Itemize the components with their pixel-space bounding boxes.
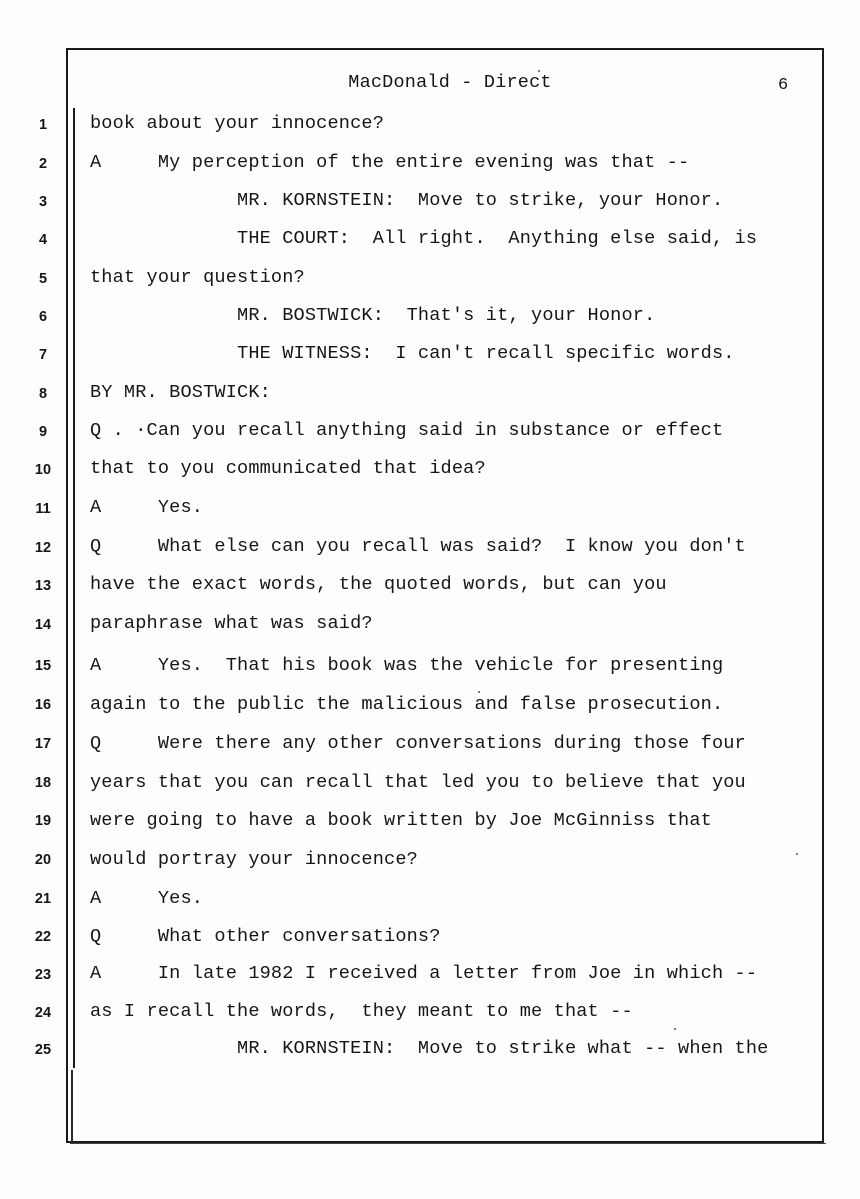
transcript-line: would portray your innocence? [90, 849, 418, 870]
scan-speck [674, 1028, 676, 1030]
line-number: 18 [34, 775, 52, 791]
scan-speck [478, 691, 480, 693]
line-number: 3 [38, 194, 48, 210]
transcript-line: again to the public the malicious and false prosecution. [90, 694, 724, 715]
line-number: 8 [38, 386, 48, 402]
transcript-line: were going to have a book written by Joe McGinniss that [90, 810, 712, 831]
transcript-line: book about your innocence? [90, 113, 385, 134]
transcript-line: THE WITNESS: I can't recall specific words. [90, 343, 735, 364]
line-number: 6 [38, 309, 48, 325]
transcript-line: MR. KORNSTEIN: Move to strike, your Honor. [90, 190, 724, 211]
transcript-line: that to you communicated that idea? [90, 458, 486, 479]
transcript-line: Q Were there any other conversations during those four [90, 733, 746, 754]
line-number: 23 [34, 967, 52, 983]
transcript-line: BY MR. BOSTWICK: [90, 382, 271, 403]
line-number: 24 [34, 1005, 52, 1021]
line-number: 2 [38, 156, 48, 172]
page-header-title: MacDonald - Direct [348, 72, 552, 93]
transcript-line: that your question? [90, 267, 305, 288]
line-number-rule-lower [71, 1070, 73, 1142]
line-number: 9 [38, 424, 48, 440]
line-number: 17 [34, 736, 52, 752]
line-number: 21 [34, 891, 52, 907]
line-number: 22 [34, 929, 52, 945]
transcript-line: A Yes. [90, 497, 204, 518]
transcript-line: MR. BOSTWICK: That's it, your Honor. [90, 305, 656, 326]
line-number: 5 [38, 271, 48, 287]
page-border-bottom [70, 1143, 826, 1144]
line-number: 12 [34, 540, 52, 556]
scan-speck [796, 853, 798, 855]
transcript-line: Q What other conversations? [90, 926, 441, 947]
line-number: 25 [34, 1042, 52, 1058]
line-number: 16 [34, 697, 52, 713]
line-number-rule [73, 108, 75, 1068]
transcript-line: THE COURT: All right. Anything else said, is [90, 228, 758, 249]
line-number: 20 [34, 852, 52, 868]
line-number: 10 [34, 462, 52, 478]
scan-speck [538, 70, 540, 72]
line-number: 13 [34, 578, 52, 594]
transcript-line: Q . ·Can you recall anything said in substance or effect [90, 420, 724, 441]
transcript-line: A In late 1982 I received a letter from Joe in which -- [90, 963, 758, 984]
line-number: 1 [38, 117, 48, 133]
line-number: 15 [34, 658, 52, 674]
line-number: 19 [34, 813, 52, 829]
transcript-line: A My perception of the entire evening was that -- [90, 152, 690, 173]
line-number: 4 [38, 232, 48, 248]
transcript-line: MR. KORNSTEIN: Move to strike what -- when the [90, 1038, 769, 1059]
transcript-line: Q What else can you recall was said? I know you don't [90, 536, 746, 557]
page-number: 6 [778, 76, 789, 95]
line-number: 7 [38, 347, 48, 363]
transcript-line: paraphrase what was said? [90, 613, 373, 634]
transcript-line: A Yes. That his book was the vehicle for presenting [90, 655, 724, 676]
transcript-line: as I recall the words, they meant to me that -- [90, 1001, 633, 1022]
line-number: 11 [35, 501, 51, 517]
line-number: 14 [34, 617, 52, 633]
transcript-line: years that you can recall that led you to believe that you [90, 772, 746, 793]
transcript-line: have the exact words, the quoted words, but can you [90, 574, 667, 595]
transcript-line: A Yes. [90, 888, 204, 909]
